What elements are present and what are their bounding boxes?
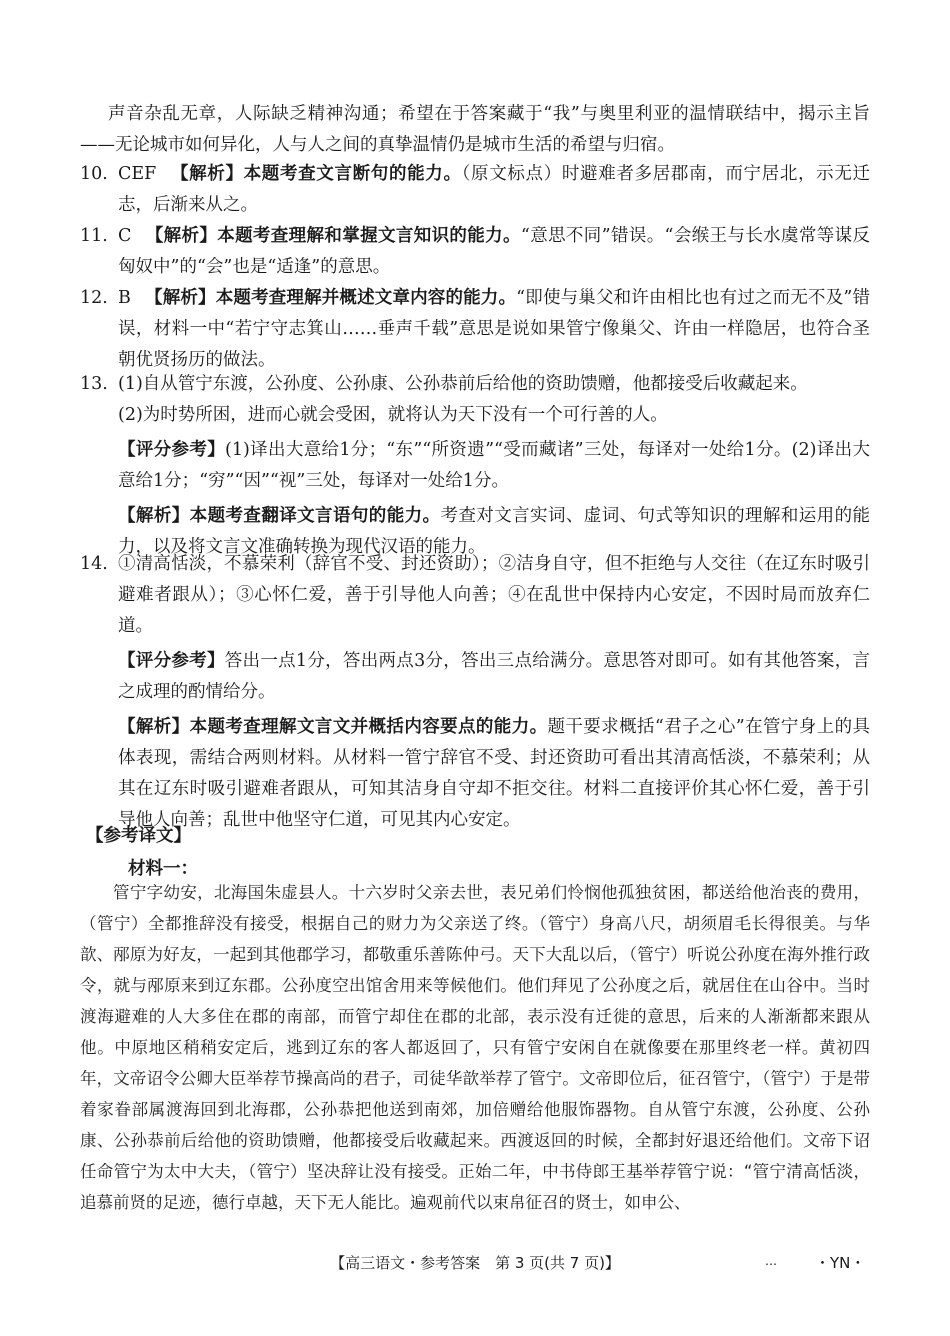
analysis-tag: 【解析】本题考查翻译文言语句的能力。 [118, 506, 441, 526]
analysis-tag: 【解析】本题考查理解和掌握文言知识的能力。 [145, 226, 521, 246]
reference-heading: 【参考译文】 [86, 826, 191, 846]
answer-text: ①清高恬淡，不慕荣利（辞官不受、封还资助）；②洁身自守，但不拒绝与人交往（在辽东时吸引避难者跟从）；③心怀仁爱，善于引导他人向善；④在乱世中保持内心安定，不因时局而放弃仁道。 [118, 554, 870, 636]
score-reference [118, 646, 870, 708]
score-reference [118, 435, 870, 497]
footer-mark: … [765, 1254, 777, 1268]
answer-letters: CEF [118, 164, 157, 184]
material-1-label: 材料一： [128, 859, 198, 879]
footer-code: ・YN・ [815, 1254, 866, 1272]
question-number: 10. [80, 164, 108, 184]
translation-1: (1)自从管宁东渡，公孙度、公孙康、公孙恭前后给他的资助馈赠，他都接受后收藏起来。 [118, 374, 808, 394]
intro-paragraph: 声音杂乱无章，人际缺乏精神沟通；希望在于答案藏于“我”与奥里利亚的温情联结中，揭示主旨——无论城市如何异化，人与人之间的真挚温情仍是城市生活的希望与归宿。 [80, 104, 870, 155]
analysis-tag: 【解析】本题考查文言断句的能力。 [170, 164, 462, 184]
question-number: 11. [80, 226, 108, 246]
score-text: 答出一点1分，答出两点3分，答出三点给满分。意思答对即可。如有其他答案，言之成理的酌情给分。 [118, 651, 871, 702]
analysis-text: 题干要求概括“君子之心”在管宁身上的具体表现，需结合两则材料。从材料一管宁辞官不受、封还资助可看出其清高恬淡，不慕荣利；从其在辽东时吸引避难者跟从，可知其洁身自守却不拒交往。材料二直接评价其心怀仁爱，善于引导他人向善；乱世中他坚守仁道，可见其内心安定。 [118, 717, 870, 830]
question-12 [80, 283, 870, 376]
answer-letters: B [118, 288, 131, 308]
page-footer [0, 1252, 950, 1276]
score-tag: 【评分参考】 [118, 440, 226, 460]
answer-letters: C [118, 226, 132, 246]
question-number: 13. [80, 374, 108, 394]
analysis [118, 712, 870, 836]
question-number: 12. [80, 288, 108, 308]
score-tag: 【评分参考】 [118, 651, 225, 671]
question-14 [80, 549, 870, 836]
score-text: (1)译出大意给1分；“东”“所资遗”“受而藏诸”三处，每译对一处给1分。(2)译出大意给1分；“穷”“因”“视”三处，每译对一处给1分。 [118, 440, 870, 491]
analysis-tag: 【解析】本题考查理解并概述文章内容的能力。 [144, 288, 517, 308]
translation-2: (2)为时势所困，进而心就会受困，就将认为天下没有一个可行善的人。 [118, 405, 668, 425]
question-number: 14. [80, 554, 108, 574]
analysis-text: “即使与巢父和许由相比也有过之而无不及”错误，材料一中“若宁守志箕山……垂声千载”意思是说如果管宁像巢父、许由一样隐居，也符合圣朝优贤扬历的做法。 [118, 288, 870, 370]
question-10 [80, 159, 870, 221]
material-1-translation: 管宁字幼安，北海国朱虚县人。十六岁时父亲去世，表兄弟们怜悯他孤独贫困，都送给他治丧的费用，（管宁）全都推辞没有接受，根据自己的财力为父亲送了终。（管宁）身高八尺，胡须眉毛长得很美。与华歆、邴原为好友，一起到其他郡学习，都敬重乐善陈仲弓。天下大乱以后，（管宁）听说公孙度在海外推行政令，就与邴原来到辽东郡。公孙度空出馆舍用来等候他们。他们拜见了公孙度之后，就居住在山谷中。当时渡海避难的人大多住在郡的南部，而管宁却住在郡的北部，表示没有迁徙的意思，后来的人渐渐都来跟从他。中原地区稍稍安定后，逃到辽东的客人都返回了，只有管宁安闲自在就像要在那里终老一样。黄初四年，文帝诏令公卿大臣举荐节操高尚的君子，司徒华歆举荐了管宁。文帝即位后，征召管宁，（管宁）于是带着家眷部属渡海回到北海郡，公孙恭把他送到南郊，加倍赠给他服饰器物。自从管宁东渡，公孙度、公孙康、公孙恭前后给他的资助馈赠，他都接受后收藏起来。西渡返回的时候，全都封好退还给他们。文帝下诏任命管宁为太中大夫，（管宁）坚决辞让没有接受。正始二年，中书侍郎王基举荐管宁说：“管宁清高恬淡，追慕前贤的足迹，德行卓越，天下无人能比。遍观前代以束帛征召的贤士，如申公、 [80, 883, 870, 1212]
footer-title: 【高三语文・参考答案 第 3 页(共 7 页)】 [330, 1254, 620, 1272]
analysis-text: 考查对文言实词、虚词、句式等知识的理解和运用的能力，以及将文言文准确转换为现代汉语的能力。 [118, 506, 871, 557]
question-11 [80, 221, 870, 283]
analysis-text: （原文标点）时避难者多居郡南，而宁居北，示无迁志，后渐来从之。 [118, 164, 871, 215]
analysis-tag: 【解析】本题考查理解文言文并概括内容要点的能力。 [118, 717, 548, 737]
analysis-text: “意思不同”错误。“会缑王与长水虞常等谋反匈奴中”的“会”也是“适逢”的意思。 [118, 226, 870, 277]
question-13 [80, 369, 870, 563]
